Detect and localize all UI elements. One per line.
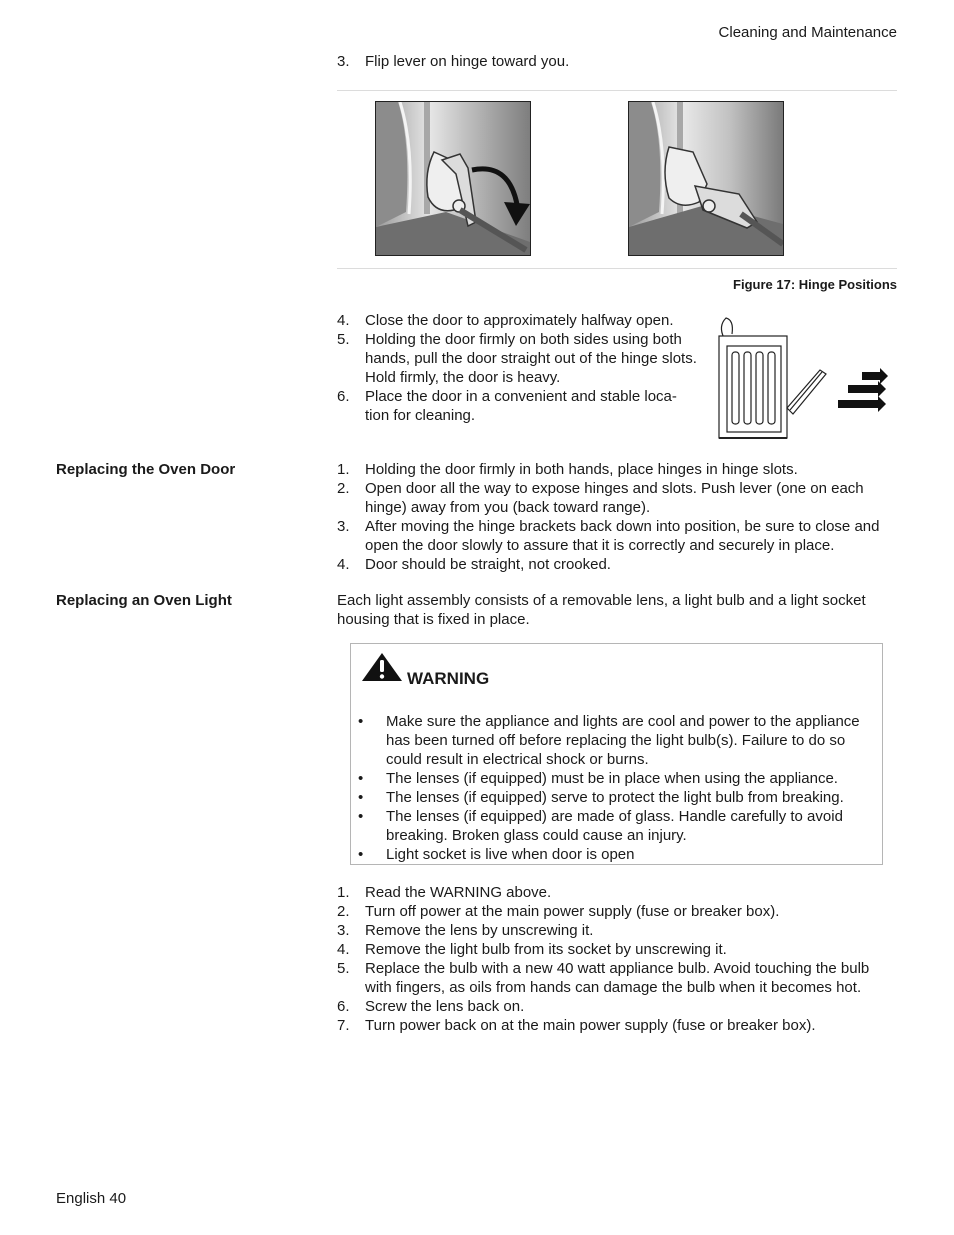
list-item: 3. Remove the lens by unscrewing it. — [337, 922, 594, 939]
figure-caption: Figure 17: Hinge Positions — [733, 277, 897, 292]
page-footer: English 40 — [56, 1190, 127, 1207]
list-item: 1. Holding the door firmly in both hands, place hinges in hinge slots. — [337, 461, 798, 478]
list-item: 4. Remove the light bulb from its socket by unscrewing it. — [337, 941, 727, 958]
figure-bottom-rule — [337, 268, 897, 269]
replacing-light-steps — [337, 883, 897, 1035]
removal-steps-bottom — [337, 311, 699, 425]
removal-steps-top — [337, 52, 897, 71]
warning-triangle-icon — [361, 652, 403, 687]
section-heading-replacing-door: Replacing the Oven Door — [56, 461, 236, 478]
list-item: 3. After moving the hinge brackets back down into position, be sure to close and open the door slowly to assure that it is correctly and securely in place. — [337, 518, 880, 554]
list-item: 3. Flip lever on hinge toward you. — [337, 53, 570, 70]
list-item: 5. Replace the bulb with a new 40 watt appliance bulb. Avoid touching the bulb with fingers, as oils from hands can damage the bulb when it becomes hot. — [337, 960, 870, 996]
list-item: 1. Read the WARNING above. — [337, 884, 552, 901]
oven-door-removal-icon — [714, 312, 894, 442]
list-item: 4. Close the door to approximately halfway open. — [337, 312, 674, 329]
hinge-lever-flipped-down-icon — [375, 101, 531, 256]
warning-header — [361, 652, 489, 687]
list-item: 6. Place the door in a convenient and stable loca-tion for cleaning. — [337, 388, 677, 424]
list-item: • Make sure the appliance and lights are cool and power to the appliance has been turned off before replacing the light bulb(s). Failure to do so could result in electrical shock or burns. — [358, 713, 860, 768]
hinge-lever-closed-icon — [628, 101, 784, 256]
warning-title: WARNING — [407, 669, 490, 688]
list-item: • The lenses (if equipped) serve to protect the light bulb from breaking. — [358, 789, 844, 806]
list-item: • The lenses (if equipped) must be in place when using the appliance. — [358, 770, 838, 787]
section-heading-replacing-light: Replacing an Oven Light — [56, 592, 232, 609]
warning-list — [358, 712, 873, 864]
figure-top-rule — [337, 90, 897, 91]
list-item: 2. Open door all the way to expose hinges and slots. Push lever (one on each hinge) away from you (back toward range). — [337, 480, 864, 516]
list-item: 2. Turn off power at the main power supply (fuse or breaker box). — [337, 903, 780, 920]
light-intro-paragraph: Each light assembly consists of a removable lens, a light bulb and a light socket housing that is fixed in place. — [337, 592, 866, 628]
replacing-door-steps — [337, 460, 897, 574]
list-item: • Light socket is live when door is open — [358, 846, 635, 863]
list-item: 6. Screw the lens back on. — [337, 998, 525, 1015]
list-item: • The lenses (if equipped) are made of glass. Handle carefully to avoid breaking. Broken glass could cause an injury. — [358, 808, 843, 844]
running-header: Cleaning and Maintenance — [718, 24, 897, 41]
list-item: 4. Door should be straight, not crooked. — [337, 556, 611, 573]
list-item: 5. Holding the door firmly on both sides using both hands, pull the door straight out of the hinge slots. Hold firmly, the door is heavy. — [337, 331, 697, 386]
warning-box — [350, 643, 883, 865]
list-item: 7. Turn power back on at the main power supply (fuse or breaker box). — [337, 1017, 816, 1034]
